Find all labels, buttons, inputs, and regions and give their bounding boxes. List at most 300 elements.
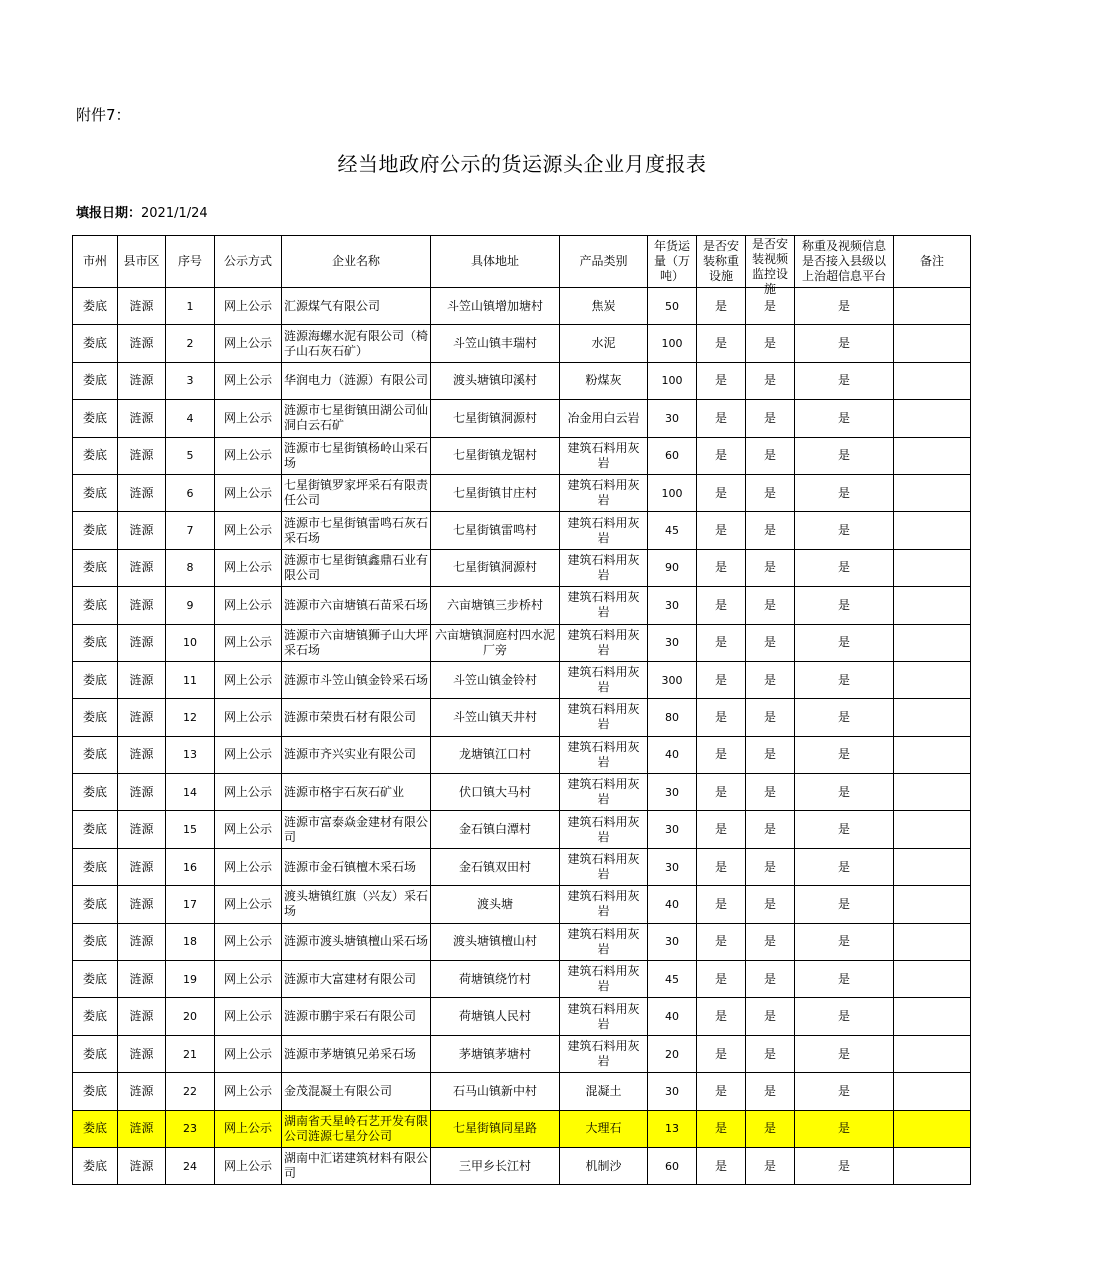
cell-weighing-text: 是 [714, 485, 727, 500]
cell-note [894, 1147, 971, 1184]
cell-method-text: 网上公示 [223, 1046, 272, 1061]
cell-weighing-text: 是 [714, 448, 727, 463]
cell-video-text: 是 [763, 859, 776, 874]
cell-note [894, 998, 971, 1035]
cell-volume [648, 325, 697, 362]
cell-weighing [697, 549, 746, 586]
cell-serial-text: 3 [186, 374, 194, 388]
cell-video [746, 848, 795, 885]
cell-address-text: 茅塘镇茅塘村 [458, 1046, 531, 1061]
cell-company [282, 998, 431, 1035]
cell-note [894, 549, 971, 586]
cell-method-text: 网上公示 [223, 523, 272, 538]
cell-platform-text: 是 [837, 934, 850, 949]
cell-weighing [697, 288, 746, 325]
cell-address [431, 923, 560, 960]
cell-platform [795, 1035, 894, 1072]
cell-platform-text: 是 [837, 1009, 850, 1024]
cell-address-text: 七星街镇雷鸣村 [452, 523, 537, 538]
cell-platform-text: 是 [837, 971, 850, 986]
cell-address-text: 渡头塘镇印溪村 [452, 373, 537, 388]
cell-serial-text: 4 [186, 411, 194, 425]
cell-video-text: 是 [763, 523, 776, 538]
cell-platform-text: 是 [837, 896, 850, 911]
cell-address-text: 金石镇白潭村 [458, 822, 531, 837]
cell-video-text: 是 [763, 410, 776, 425]
cell-note [894, 886, 971, 923]
cell-product [560, 774, 648, 811]
cell-serial-text: 24 [183, 1159, 197, 1173]
cell-product [560, 1147, 648, 1184]
cell-platform-text: 是 [837, 410, 850, 425]
cell-method [215, 811, 282, 848]
cell-platform [795, 474, 894, 511]
cell-county [118, 736, 166, 773]
cell-company-text: 涟源市富泰焱金建材有限公司 [284, 814, 429, 844]
cell-serial-text: 22 [183, 1084, 197, 1098]
cell-county [118, 923, 166, 960]
cell-volume [648, 512, 697, 549]
cell-volume [648, 961, 697, 998]
cell-method [215, 512, 282, 549]
cell-method [215, 1110, 282, 1147]
cell-county [118, 961, 166, 998]
cell-method-text: 网上公示 [223, 896, 272, 911]
cell-address [431, 512, 560, 549]
table-body [73, 288, 971, 1185]
cell-method [215, 774, 282, 811]
cell-product [560, 512, 648, 549]
cell-product [560, 400, 648, 437]
cell-weighing [697, 587, 746, 624]
cell-platform-text: 是 [837, 784, 850, 799]
cell-city [73, 1035, 118, 1072]
cell-company-text: 金茂混凝土有限公司 [284, 1083, 393, 1098]
cell-county-text: 涟源 [129, 635, 154, 650]
cell-county [118, 1035, 166, 1072]
cell-product [560, 1110, 648, 1147]
cell-serial-text: 6 [186, 486, 194, 500]
cell-platform [795, 923, 894, 960]
cell-method [215, 1035, 282, 1072]
cell-company-text: 涟源市七星街镇杨岭山采石场 [284, 440, 429, 470]
cell-company [282, 549, 431, 586]
header-method: 公示方式 [215, 236, 282, 288]
cell-company-text: 涟源市大富建材有限公司 [284, 971, 417, 986]
cell-serial-text: 2 [186, 337, 194, 351]
cell-county-text: 涟源 [129, 485, 154, 500]
cell-video-text: 是 [763, 336, 776, 351]
cell-city-text: 娄底 [82, 373, 107, 388]
cell-volume-text: 30 [665, 1084, 679, 1098]
cell-weighing-text: 是 [714, 971, 727, 986]
cell-city [73, 848, 118, 885]
cell-city [73, 362, 118, 399]
cell-weighing-text: 是 [714, 784, 727, 799]
table-row [73, 1035, 971, 1072]
cell-address [431, 325, 560, 362]
cell-platform [795, 998, 894, 1035]
cell-company [282, 661, 431, 698]
cell-video [746, 923, 795, 960]
cell-weighing-text: 是 [714, 560, 727, 575]
cell-method [215, 325, 282, 362]
cell-weighing-text: 是 [714, 1046, 727, 1061]
table-row [73, 325, 971, 362]
cell-product-text: 混凝土 [585, 1083, 622, 1098]
cell-weighing [697, 923, 746, 960]
cell-product [560, 1073, 648, 1110]
cell-method-text: 网上公示 [223, 747, 272, 762]
cell-volume [648, 288, 697, 325]
cell-method [215, 886, 282, 923]
cell-county [118, 886, 166, 923]
cell-product [560, 1035, 648, 1072]
cell-city [73, 512, 118, 549]
cell-county-text: 涟源 [129, 747, 154, 762]
cell-note [894, 474, 971, 511]
cell-product-text: 建筑石料用灰岩 [567, 665, 640, 695]
cell-city-text: 娄底 [82, 336, 107, 351]
cell-city-text: 娄底 [82, 485, 107, 500]
cell-video [746, 362, 795, 399]
cell-city-text: 娄底 [82, 1046, 107, 1061]
cell-method-text: 网上公示 [223, 971, 272, 986]
cell-company [282, 923, 431, 960]
cell-method-text: 网上公示 [223, 672, 272, 687]
cell-method-text: 网上公示 [223, 1121, 272, 1136]
cell-county [118, 699, 166, 736]
cell-city-text: 娄底 [82, 635, 107, 650]
cell-video [746, 961, 795, 998]
cell-city [73, 288, 118, 325]
cell-weighing [697, 1110, 746, 1147]
cell-serial-text: 7 [186, 524, 194, 538]
cell-video [746, 811, 795, 848]
cell-city-text: 娄底 [82, 672, 107, 687]
cell-platform-text: 是 [837, 859, 850, 874]
cell-county [118, 811, 166, 848]
cell-note [894, 288, 971, 325]
header-weighing [697, 236, 746, 288]
table-row [73, 1110, 971, 1147]
cell-platform [795, 1147, 894, 1184]
cell-video [746, 661, 795, 698]
cell-county [118, 512, 166, 549]
cell-county [118, 848, 166, 885]
cell-company-text: 涟源市金石镇檀木采石场 [284, 859, 417, 874]
cell-video-text: 是 [763, 448, 776, 463]
cell-platform [795, 549, 894, 586]
header-note: 备注 [894, 236, 971, 288]
cell-city-text: 娄底 [82, 597, 107, 612]
cell-address-text: 渡头塘 [476, 896, 513, 911]
cell-volume-text: 100 [661, 374, 683, 388]
cell-video [746, 325, 795, 362]
cell-company [282, 624, 431, 661]
cell-product-text: 建筑石料用灰岩 [567, 852, 640, 882]
cell-serial-text: 20 [183, 1010, 197, 1024]
cell-method [215, 923, 282, 960]
cell-volume [648, 1035, 697, 1072]
cell-serial-text: 5 [186, 449, 194, 463]
cell-note [894, 774, 971, 811]
cell-address [431, 1147, 560, 1184]
table-row [73, 437, 971, 474]
cell-county [118, 325, 166, 362]
cell-product [560, 362, 648, 399]
cell-method-text: 网上公示 [223, 597, 272, 612]
fill-date-label: 填报日期： [76, 206, 142, 221]
cell-video-text: 是 [763, 1083, 776, 1098]
header-serial: 序号 [166, 236, 215, 288]
cell-note [894, 1035, 971, 1072]
cell-address [431, 1035, 560, 1072]
cell-video-text: 是 [763, 822, 776, 837]
cell-weighing-text: 是 [714, 934, 727, 949]
cell-volume [648, 362, 697, 399]
cell-company-text: 七星街镇罗家坪采石有限责任公司 [284, 478, 429, 508]
cell-company-text: 涟源市茅塘镇兄弟采石场 [284, 1046, 417, 1061]
cell-volume [648, 437, 697, 474]
cell-serial [166, 362, 215, 399]
cell-city [73, 325, 118, 362]
cell-address [431, 886, 560, 923]
cell-platform [795, 325, 894, 362]
cell-method [215, 400, 282, 437]
cell-platform [795, 400, 894, 437]
cell-weighing [697, 474, 746, 511]
cell-note [894, 512, 971, 549]
table-row [73, 1147, 971, 1184]
cell-county [118, 288, 166, 325]
cell-county-text: 涟源 [129, 822, 154, 837]
cell-company [282, 886, 431, 923]
cell-platform-text: 是 [837, 298, 850, 313]
report-table [72, 235, 971, 1185]
cell-address [431, 1110, 560, 1147]
cell-serial-text: 17 [183, 897, 197, 911]
cell-county-text: 涟源 [129, 709, 154, 724]
cell-city-text: 娄底 [82, 1158, 107, 1173]
cell-volume-text: 50 [665, 299, 679, 313]
header-platform-text: 称重及视频信息是否接入县级以上治超信息平台 [801, 239, 886, 283]
cell-method [215, 1073, 282, 1110]
cell-volume [648, 811, 697, 848]
header-volume-text: 年货运量（万吨） [653, 239, 690, 283]
cell-weighing [697, 811, 746, 848]
cell-county-text: 涟源 [129, 1009, 154, 1024]
cell-volume-text: 40 [665, 1010, 679, 1024]
cell-note [894, 1110, 971, 1147]
cell-address [431, 549, 560, 586]
cell-method-text: 网上公示 [223, 485, 272, 500]
cell-product-text: 建筑石料用灰岩 [567, 739, 640, 769]
cell-method-text: 网上公示 [223, 373, 272, 388]
cell-video-text: 是 [763, 896, 776, 911]
cell-serial [166, 288, 215, 325]
cell-note [894, 437, 971, 474]
cell-address-text: 石马山镇新中村 [452, 1083, 537, 1098]
cell-address-text: 渡头塘镇檀山村 [452, 934, 537, 949]
cell-weighing-text: 是 [714, 597, 727, 612]
cell-city [73, 587, 118, 624]
cell-city [73, 474, 118, 511]
cell-weighing [697, 699, 746, 736]
cell-platform [795, 811, 894, 848]
cell-county-text: 涟源 [129, 523, 154, 538]
table-row [73, 774, 971, 811]
cell-weighing-text: 是 [714, 373, 727, 388]
cell-city-text: 娄底 [82, 523, 107, 538]
table-row [73, 736, 971, 773]
cell-weighing [697, 1073, 746, 1110]
cell-product-text: 粉煤灰 [585, 373, 622, 388]
cell-address-text: 龙塘镇江口村 [458, 747, 531, 762]
cell-product-text: 冶金用白云岩 [567, 410, 640, 425]
cell-county [118, 400, 166, 437]
cell-volume [648, 624, 697, 661]
cell-product-text: 建筑石料用灰岩 [567, 478, 640, 508]
cell-serial-text: 9 [186, 598, 194, 612]
cell-video-text: 是 [763, 709, 776, 724]
cell-company-text: 湖南省天星岭石艺开发有限公司涟源七星分公司 [284, 1113, 429, 1143]
cell-note [894, 362, 971, 399]
cell-weighing [697, 886, 746, 923]
cell-video-text: 是 [763, 298, 776, 313]
cell-serial-text: 23 [183, 1122, 197, 1136]
cell-volume-text: 45 [665, 524, 679, 538]
cell-weighing-text: 是 [714, 672, 727, 687]
cell-platform [795, 512, 894, 549]
cell-video-text: 是 [763, 485, 776, 500]
cell-company [282, 848, 431, 885]
cell-company [282, 437, 431, 474]
cell-note [894, 587, 971, 624]
cell-video-text: 是 [763, 1009, 776, 1024]
cell-weighing [697, 437, 746, 474]
cell-company-text: 湖南中汇诺建筑材料有限公司 [284, 1151, 429, 1181]
cell-county-text: 涟源 [129, 597, 154, 612]
cell-company [282, 288, 431, 325]
cell-platform [795, 699, 894, 736]
cell-method [215, 362, 282, 399]
cell-video [746, 400, 795, 437]
cell-method [215, 661, 282, 698]
cell-county [118, 549, 166, 586]
cell-platform-text: 是 [837, 560, 850, 575]
cell-method [215, 437, 282, 474]
cell-weighing [697, 661, 746, 698]
report-title: 经当地政府公示的货运源头企业月度报表 [337, 152, 707, 176]
cell-company-text: 涟源海螺水泥有限公司（椅子山石灰石矿） [284, 328, 429, 358]
cell-address [431, 774, 560, 811]
cell-method [215, 736, 282, 773]
cell-city-text: 娄底 [82, 859, 107, 874]
cell-city-text: 娄底 [82, 971, 107, 986]
cell-address [431, 288, 560, 325]
cell-city-text: 娄底 [82, 709, 107, 724]
cell-serial-text: 19 [183, 972, 197, 986]
table-row [73, 699, 971, 736]
cell-county-text: 涟源 [129, 672, 154, 687]
cell-serial [166, 400, 215, 437]
cell-serial [166, 961, 215, 998]
cell-weighing [697, 961, 746, 998]
cell-method-text: 网上公示 [223, 1083, 272, 1098]
cell-platform-text: 是 [837, 709, 850, 724]
cell-video [746, 587, 795, 624]
cell-address [431, 1073, 560, 1110]
cell-video [746, 886, 795, 923]
cell-volume-text: 90 [665, 561, 679, 575]
cell-serial [166, 587, 215, 624]
cell-platform [795, 774, 894, 811]
cell-city [73, 961, 118, 998]
cell-serial [166, 998, 215, 1035]
cell-address [431, 400, 560, 437]
cell-note [894, 699, 971, 736]
cell-city [73, 1110, 118, 1147]
cell-address-text: 七星街镇龙锯村 [452, 448, 537, 463]
cell-serial [166, 1110, 215, 1147]
cell-county-text: 涟源 [129, 934, 154, 949]
cell-company-text: 涟源市七星街镇田湖公司仙洞白云石矿 [284, 403, 429, 433]
cell-volume-text: 30 [665, 411, 679, 425]
cell-county-text: 涟源 [129, 448, 154, 463]
header-company: 企业名称 [282, 236, 431, 288]
cell-serial-text: 10 [183, 636, 197, 650]
cell-method-text: 网上公示 [223, 298, 272, 313]
cell-company-text: 汇源煤气有限公司 [284, 298, 381, 313]
cell-platform [795, 848, 894, 885]
cell-city-text: 娄底 [82, 298, 107, 313]
cell-address-text: 七星街镇同星路 [452, 1121, 537, 1136]
cell-method-text: 网上公示 [223, 336, 272, 351]
table-row [73, 923, 971, 960]
cell-product-text: 建筑石料用灰岩 [567, 702, 640, 732]
cell-company [282, 1147, 431, 1184]
cell-address-text: 七星街镇甘庄村 [452, 485, 537, 500]
cell-county [118, 437, 166, 474]
table-row [73, 549, 971, 586]
cell-method-text: 网上公示 [223, 859, 272, 874]
cell-volume-text: 40 [665, 748, 679, 762]
cell-video-text: 是 [763, 747, 776, 762]
cell-volume-text: 13 [665, 1122, 679, 1136]
cell-city [73, 549, 118, 586]
cell-volume-text: 80 [665, 710, 679, 724]
cell-volume [648, 736, 697, 773]
cell-city [73, 699, 118, 736]
cell-note [894, 736, 971, 773]
table-row [73, 811, 971, 848]
cell-volume [648, 661, 697, 698]
cell-county-text: 涟源 [129, 859, 154, 874]
cell-weighing [697, 624, 746, 661]
cell-city-text: 娄底 [82, 747, 107, 762]
cell-volume-text: 100 [661, 486, 683, 500]
cell-city-text: 娄底 [82, 1009, 107, 1024]
cell-platform [795, 886, 894, 923]
cell-note [894, 624, 971, 661]
cell-volume [648, 549, 697, 586]
cell-platform [795, 1110, 894, 1147]
table-row [73, 961, 971, 998]
cell-volume [648, 587, 697, 624]
cell-method-text: 网上公示 [223, 410, 272, 425]
cell-volume-text: 100 [661, 337, 683, 351]
